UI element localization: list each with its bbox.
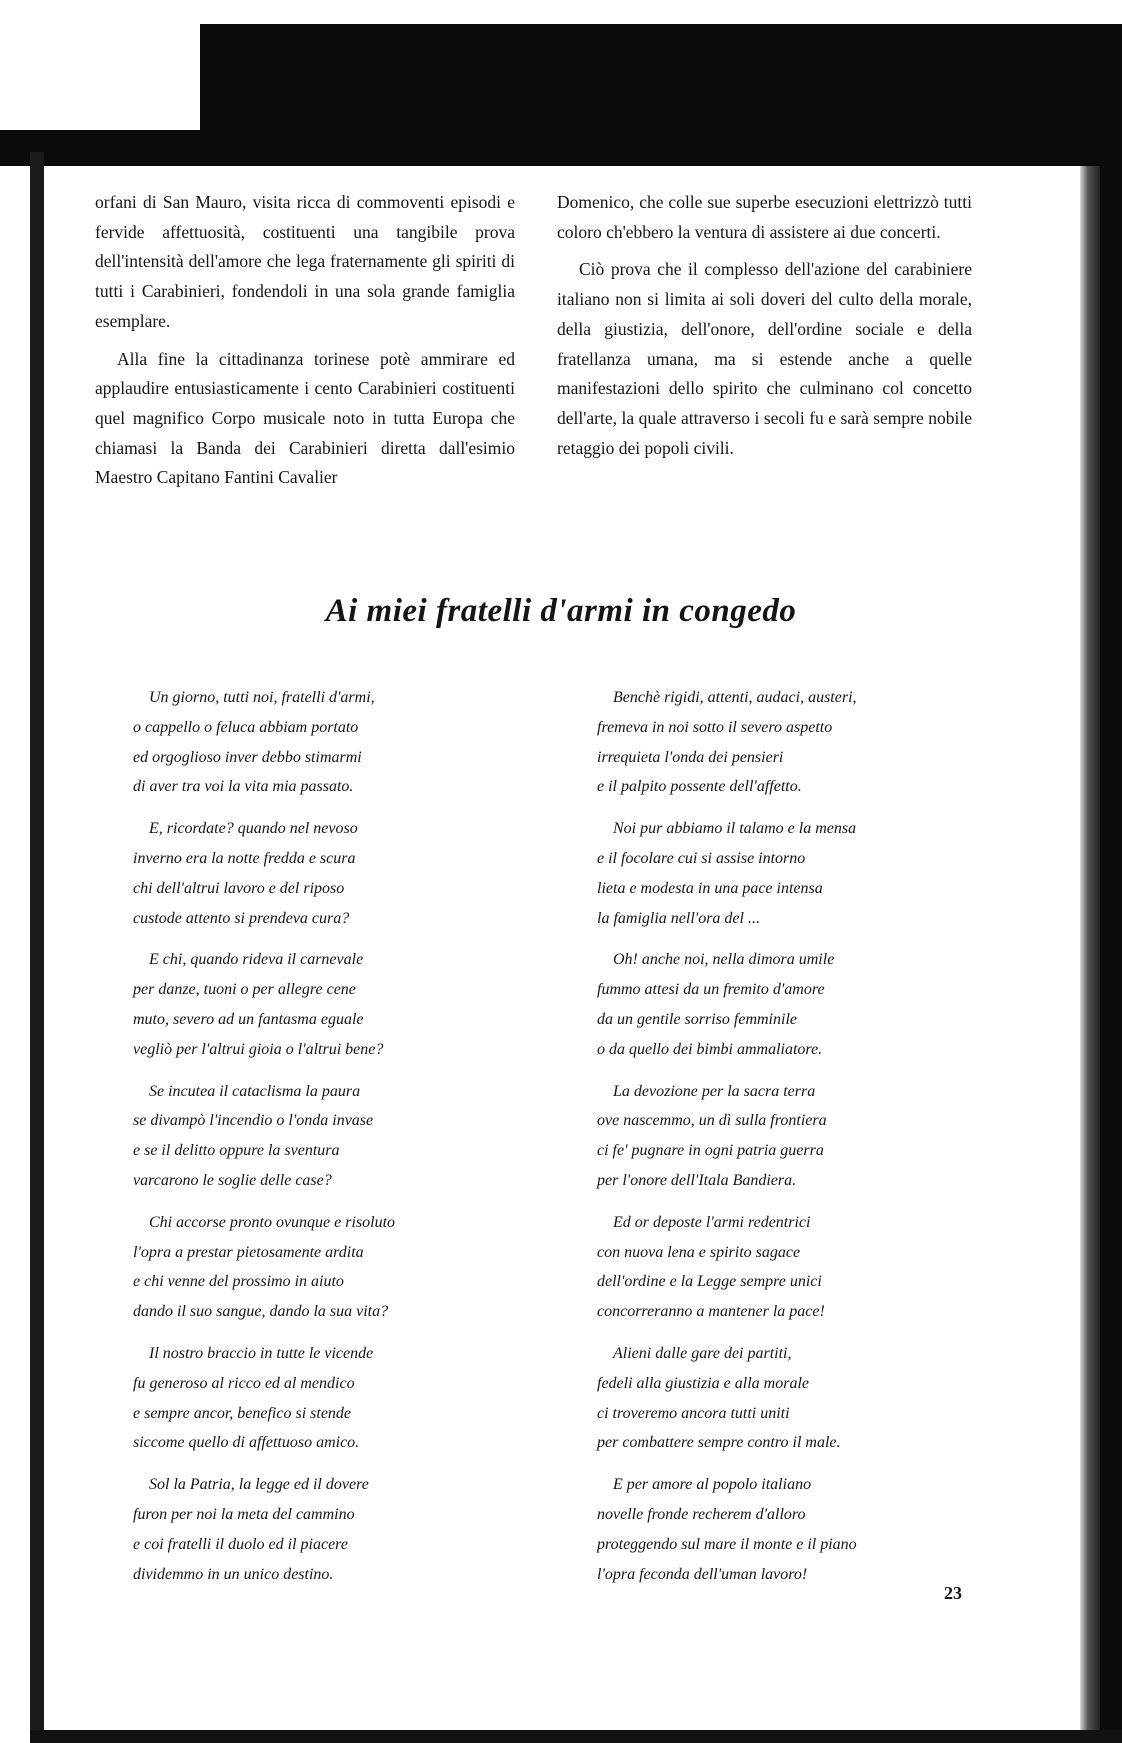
poem-title: Ai miei fratelli d'armi in congedo <box>325 593 797 629</box>
poem-line: e chi venne del prossimo in aiuto <box>133 1273 344 1291</box>
poem-stanza <box>133 1208 513 1327</box>
poem-line: fu generoso al ricco ed al mendico <box>133 1374 355 1392</box>
poem-line: fedeli alla giustizia e alla morale <box>597 1374 809 1392</box>
poem-line: Se incutea il cataclisma la paura <box>149 1082 361 1100</box>
poem-stanza <box>597 1077 977 1196</box>
poem-line: La devozione per la sacra terra <box>613 1082 816 1100</box>
poem-line: e sempre ancor, benefico si stende <box>133 1404 352 1422</box>
poem-stanza <box>133 1470 513 1589</box>
poem-line: E per amore al popolo italiano <box>613 1476 812 1494</box>
scan-black-margin-right <box>1100 24 1122 1743</box>
poem-line: ci fe' pugnare in ogni patria guerra <box>597 1142 824 1160</box>
poem-line: muto, severo ad un fantasma eguale <box>133 1010 364 1028</box>
poem-stanza <box>133 814 513 933</box>
poem-line: o cappello o feluca abbiam portato <box>133 718 359 736</box>
poem-stanza <box>597 1339 977 1458</box>
poem-stanza <box>133 683 513 802</box>
poem-line: l'opra a prestar pietosamente ardita <box>133 1243 364 1261</box>
prose-paragraph: Alla fine la cittadinanza torinese potè ammirare ed applaudire entusiasticamente i cento Carabinieri costituenti quel magnifico Corpo musicale noto in tutta Europa che chiamasi la Banda dei Carabinieri diretta dall'esimio Maestro Capitano Fantini Cavalier <box>95 348 515 488</box>
poem-line: la famiglia nell'ora del ... <box>597 909 760 927</box>
poem-line: furon per noi la meta del cammino <box>133 1505 355 1523</box>
poem-line: ci troveremo ancora tutti uniti <box>597 1404 790 1422</box>
poem-column-right <box>597 683 977 1601</box>
scan-black-band <box>0 130 1122 166</box>
poem-stanza <box>597 1470 977 1589</box>
poem-line: chi dell'altrui lavoro e del riposo <box>133 879 345 897</box>
poem-line: novelle fronde recherem d'alloro <box>597 1505 806 1523</box>
poem-line: ove nascemmo, un dì sulla frontiera <box>597 1112 827 1130</box>
poem-line: fremeva in noi sotto il severo aspetto <box>597 718 833 736</box>
poem-line: siccome quello di affettuoso amico. <box>133 1434 360 1452</box>
poem-line: varcarono le soglie delle case? <box>133 1171 332 1189</box>
poem-stanza <box>597 1208 977 1327</box>
scan-edge-bottom <box>30 1730 1122 1743</box>
poem-line: o da quello dei bimbi ammaliatore. <box>597 1040 823 1058</box>
poem-stanza <box>597 683 977 802</box>
poem-line: di aver tra voi la vita mia passato. <box>133 778 354 796</box>
poem-line: lieta e modesta in una pace intensa <box>597 879 823 897</box>
poem-line: Un giorno, tutti noi, fratelli d'armi, <box>149 689 375 706</box>
prose-paragraph: Domenico, che colle sue superbe esecuzioni elettrizzò tutti coloro ch'ebbero la ventura di assistere ai due concerti. <box>557 192 972 242</box>
scan-edge-right <box>1080 166 1100 1743</box>
poem-line: e coi fratelli il duolo ed il piacere <box>133 1535 348 1553</box>
poem-line: vegliò per l'altrui gioia o l'altrui bene? <box>133 1040 384 1058</box>
poem-stanza <box>133 945 513 1064</box>
poem-line: Noi pur abbiamo il talamo e la mensa <box>613 820 857 838</box>
poem-column-left <box>133 683 513 1601</box>
poem-line: per combattere sempre contro il male. <box>597 1434 841 1452</box>
poem-line: se divampò l'incendio o l'onda invase <box>133 1112 374 1130</box>
poem-line: fummo attesi da un fremito d'amore <box>597 981 825 999</box>
poem-line: ed orgoglioso inver debbo stimarmi <box>133 748 362 766</box>
poem-line: e se il delitto oppure la sventura <box>133 1142 340 1160</box>
poem-line: Sol la Patria, la legge ed il dovere <box>149 1476 369 1494</box>
poem-stanza <box>133 1339 513 1458</box>
poem-line: da un gentile sorriso femminile <box>597 1010 797 1028</box>
scan-edge-left <box>30 152 44 1743</box>
poem-line: custode attento si prendeva cura? <box>133 909 350 927</box>
poem-line: E chi, quando rideva il carnevale <box>149 951 364 969</box>
page-number: 23 <box>944 1583 962 1603</box>
poem-line: Chi accorse pronto ovunque e risoluto <box>149 1213 396 1231</box>
poem-line: dell'ordine e la Legge sempre unici <box>597 1273 822 1291</box>
prose-paragraph: Ciò prova che il complesso dell'azione del carabiniere italiano non si limita ai soli doveri del culto della morale, della giustizia, dell'onore, dell'ordine sociale e della fratellanza umana, ma si estende anche a quelle manifestazioni dello spirito che culminano col concetto dell'arte, la quale attraverso i secoli fu e sarà sempre nobile retaggio dei popoli civili. <box>557 259 972 458</box>
poem-line: proteggendo sul mare il monte e il piano <box>597 1535 857 1553</box>
poem-line: inverno era la notte fredda e scura <box>133 849 356 867</box>
poem-line: Benchè rigidi, attenti, audaci, austeri, <box>613 689 857 706</box>
poem-line: e il focolare cui si assise intorno <box>597 849 806 867</box>
poem-stanza <box>597 945 977 1064</box>
poem-line: irrequieta l'onda dei pensieri <box>597 748 784 766</box>
prose-column-right <box>557 188 972 471</box>
poem-line: Il nostro braccio in tutte le vicende <box>149 1344 374 1362</box>
poem-line: dividemmo in un unico destino. <box>133 1565 334 1583</box>
poem-stanza <box>597 814 977 933</box>
poem-line: e il palpito possente dell'affetto. <box>597 778 802 796</box>
poem-line: E, ricordate? quando nel nevoso <box>149 820 358 838</box>
poem-line: per l'onore dell'Itala Bandiera. <box>597 1171 797 1189</box>
poem-line: l'opra feconda dell'uman lavoro! <box>597 1565 808 1583</box>
poem-line: Ed or deposte l'armi redentrici <box>613 1213 811 1231</box>
poem-line: concorreranno a mantener la pace! <box>597 1303 825 1321</box>
poem-line: dando il suo sangue, dando la sua vita? <box>133 1303 389 1321</box>
poem-stanza <box>133 1077 513 1196</box>
prose-paragraph: orfani di San Mauro, visita ricca di commoventi episodi e fervide affettuosità, costituenti una tangibile prova dell'intensità dell'amore che lega fraternamente gli spiriti di tutti i Carabinieri, fondendoli in una sola grande famiglia esemplare. <box>95 192 515 331</box>
poem-line: Alieni dalle gare dei partiti, <box>613 1344 792 1362</box>
poem-line: con nuova lena e spirito sagace <box>597 1243 801 1261</box>
prose-column-left <box>95 188 515 501</box>
poem-line: per danze, tuoni o per allegre cene <box>133 981 356 999</box>
poem-line: Oh! anche noi, nella dimora umile <box>613 951 835 969</box>
